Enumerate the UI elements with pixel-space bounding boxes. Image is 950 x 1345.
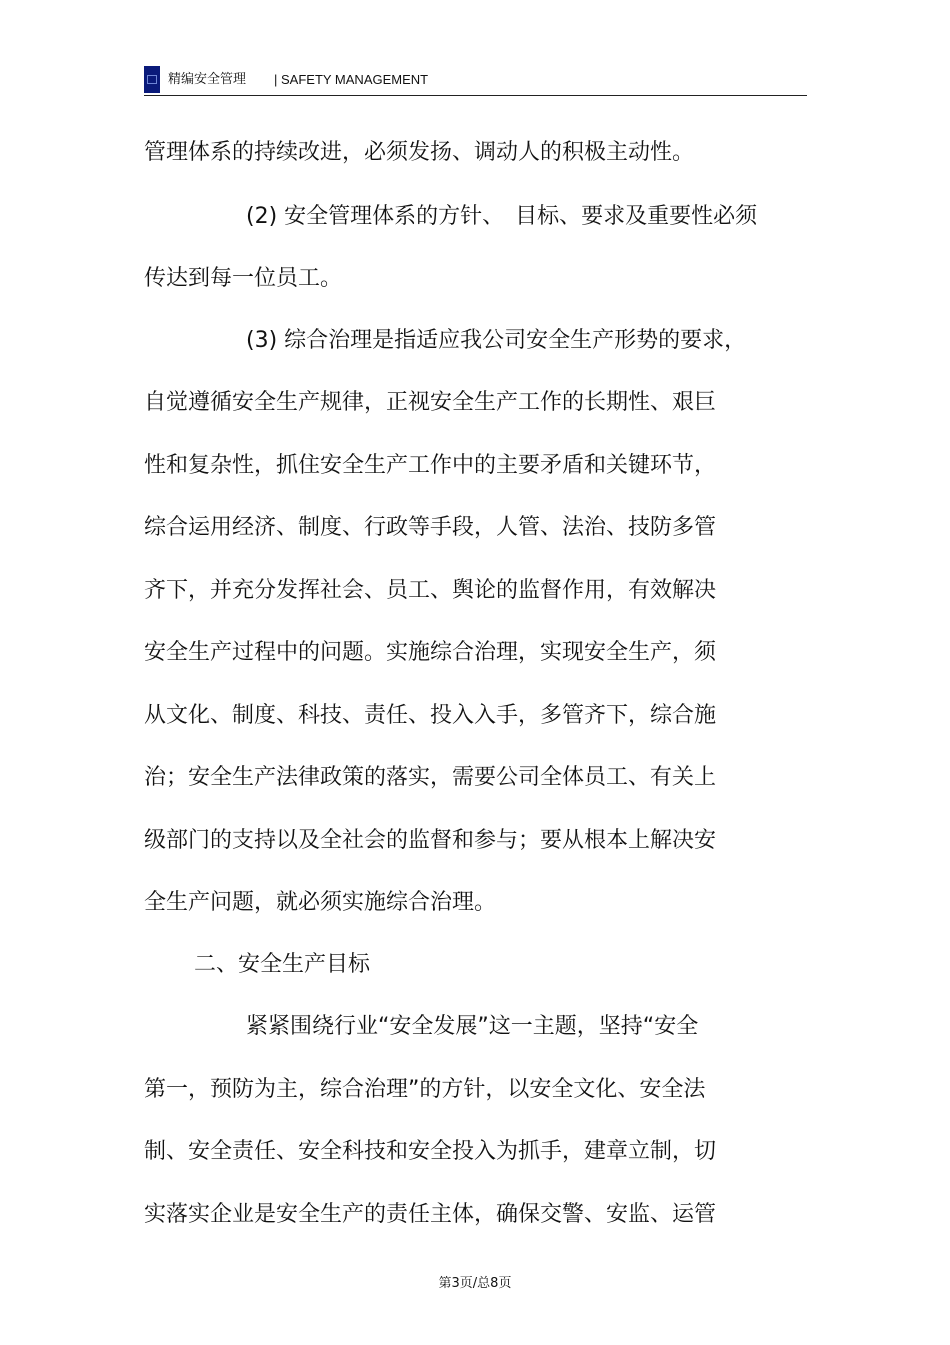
body-line: 自觉遵循安全生产规律，正视安全生产工作的长期性、艰巨 — [144, 390, 717, 415]
page-header — [144, 66, 807, 96]
body-line: (3) 综合治理是指适应我公司安全生产形势的要求， — [246, 328, 747, 353]
body-line: 实落实企业是安全生产的责任主体，确保交警、安监、运管 — [144, 1202, 717, 1227]
body-line: 传达到每一位员工。 — [144, 266, 343, 291]
body-line: 级部门的支持以及全社会的监督和参与；要从根本上解决安 — [144, 828, 717, 853]
body-line: 管理体系的持续改进，必须发扬、调动人的积极主动性。 — [144, 140, 695, 165]
body-line: (2) 安全管理体系的方针、 目标、要求及重要性必须 — [246, 204, 758, 229]
section-heading: 二、安全生产目标 — [194, 952, 371, 977]
body-line: 紧紧围绕行业“安全发展”这一主题，坚持“安全 — [246, 1014, 699, 1039]
body-line: 性和复杂性，抓住安全生产工作中的主要矛盾和关键环节， — [144, 453, 717, 478]
body-line: 综合运用经济、制度、行政等手段，人管、法治、技防多管 — [144, 515, 717, 540]
body-line: 安全生产过程中的问题。实施综合治理，实现安全生产，须 — [144, 640, 717, 665]
body-line: 全生产问题，就必须实施综合治理。 — [144, 890, 497, 915]
page-number: 第3页/总8页 — [438, 1276, 512, 1291]
header-divider — [144, 95, 807, 96]
body-line: 齐下，并充分发挥社会、员工、舆论的监督作用，有效解决 — [144, 578, 717, 603]
body-line: 治；安全生产法律政策的落实，需要公司全体员工、有关上 — [144, 765, 717, 790]
body-line: 制、安全责任、安全科技和安全投入为抓手，建章立制，切 — [144, 1139, 717, 1164]
header-subtitle: | SAFETY MANAGEMENT — [274, 72, 429, 87]
body-line: 从文化、制度、科技、责任、投入入手，多管齐下，综合施 — [144, 703, 717, 728]
body-line: 第一，预防为主，综合治理”的方针，以安全文化、安全法 — [144, 1077, 706, 1102]
logo-icon — [144, 66, 160, 93]
header-title: 精编安全管理 — [168, 72, 247, 87]
